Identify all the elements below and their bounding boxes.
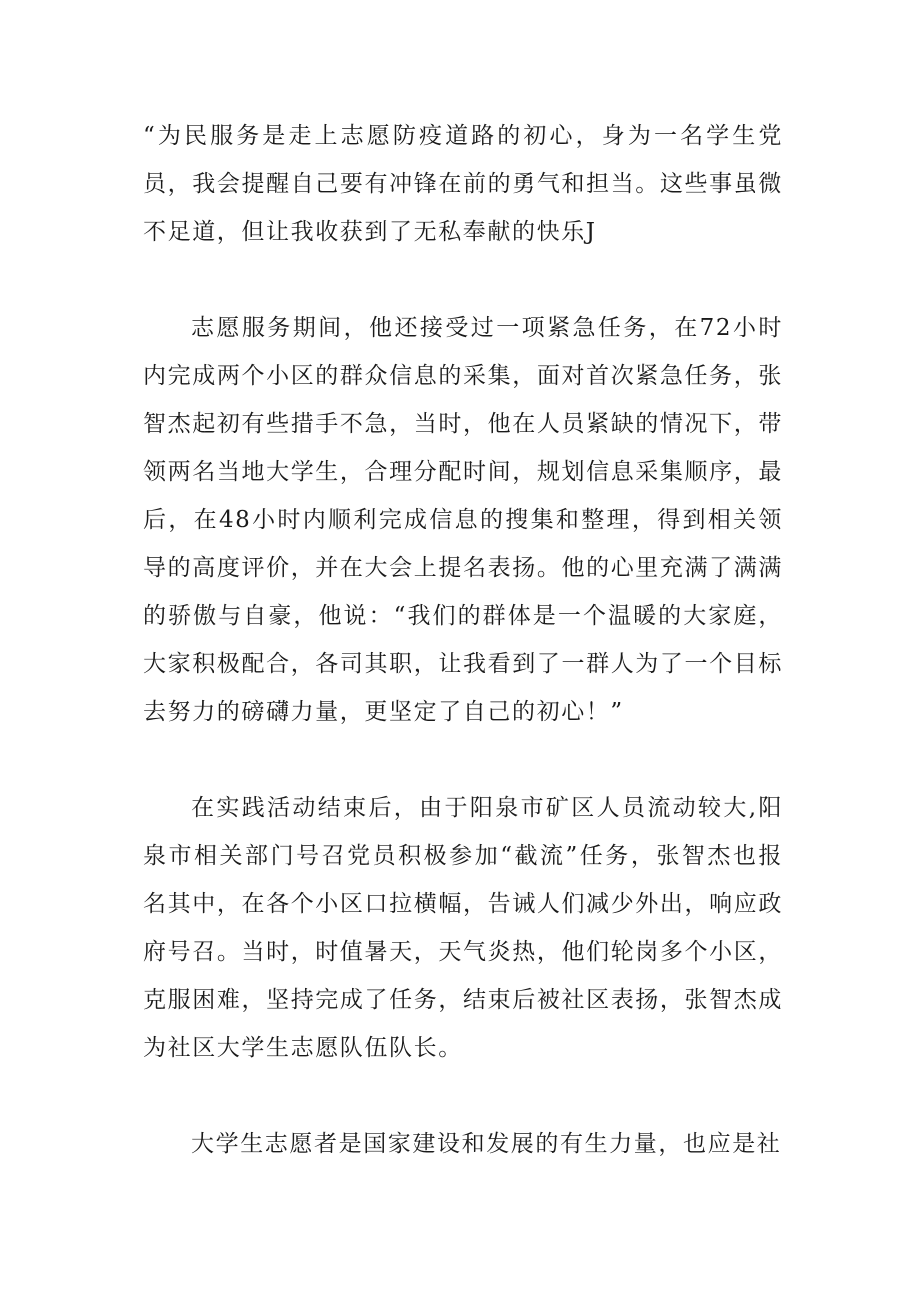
paragraph-emergency-task: 志愿服务期间，他还接受过一项紧急任务，在72小时内完成两个小区的群众信息的采集，面对首次紧急任务，张智杰起初有些措手不急，当时，他在人员紧缺的情况下，带领两名当地大学生，合理分配时间，规划信息采集顺序，最后，在48小时内顺利完成信息的搜集和整理，得到相关领导的高度评价，并在大会上提名表扬。他的心里充满了满满的骄傲与自豪，他说：“我们的群体是一个温暖的大家庭，大家积极配合，各司其职，让我看到了一群人为了一个目标去努力的磅礴力量，更坚定了自己的初心！”: [143, 315, 783, 725]
paragraph-quote-continuation: “为民服务是走上志愿防疫道路的初心，身为一名学生党员，我会提醒自己要有冲锋在前的勇气和担当。这些事虽微不足道，但让我收获到了无私奉献的快乐J: [143, 123, 783, 245]
paragraph-volunteers: 大学生志愿者是国家建设和发展的有生力量，也应是社: [191, 1131, 782, 1157]
paragraph-post-practice: 在实践活动结束后，由于阳泉市矿区人员流动较大,阳泉市相关部门号召党员积极参加“截流”任务，张智杰也报名其中，在各个小区口拉横幅，告诫人们减少外出，响应政府号召。当时，时值暑天，天气炎热，他们轮岗多个小区，克服困难，坚持完成了任务，结束后被社区表扬，张智杰成为社区大学生志愿队伍队长。: [143, 795, 783, 1061]
